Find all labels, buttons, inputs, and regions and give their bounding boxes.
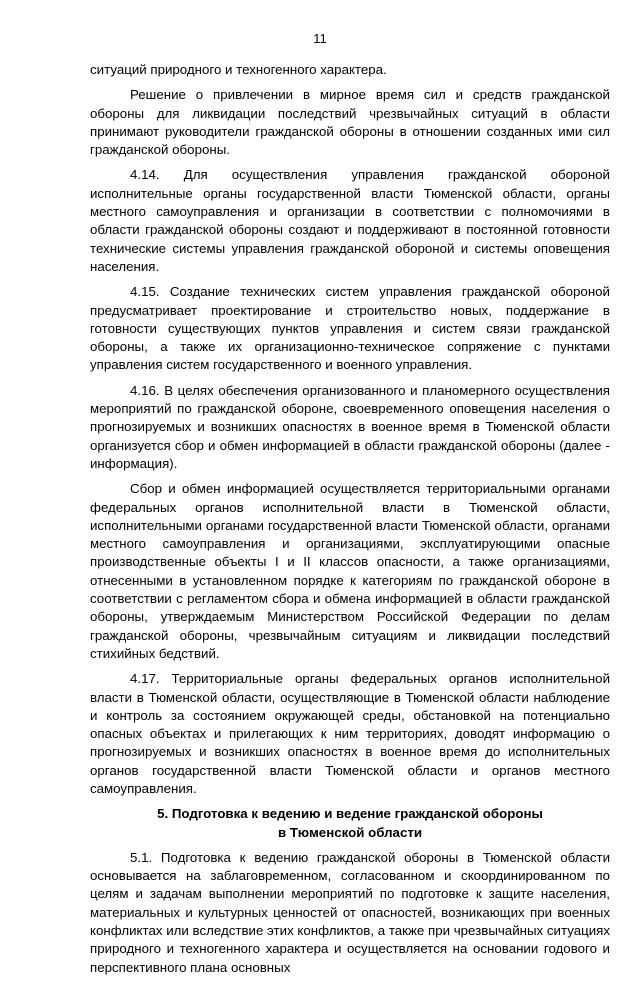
paragraph-4-14: 4.14. Для осуществления управления гражданской обороной исполнительные органы государственной власти Тюменской области, органы местного самоуправления и организации в соответствии с полномочиями в области гражданской обороны создают и поддерживают в постоянной готовности технические системы управления гражданской обороной и системы оповещения населения. [90, 167, 610, 274]
paragraph-5-1: 5.1. Подготовка к ведению гражданской обороны в Тюменской области основывается на заблаговременном, согласованном и скоординированном по целям и задачам выполнении мероприятий по подготовке к защите населения, материальных и культурных ценностей от опасностей, возникающих при военных конфликтах или вследствие этих конфликтов, а также при чрезвычайных ситуациях природного и техногенного характера и осуществляется на основании годового и перспективного плана основных [90, 849, 610, 975]
page-number: 11 [313, 31, 327, 46]
section-heading-line-2: в Тюменской области [277, 824, 423, 840]
paragraph-information-exchange: Сбор и обмен информацией осуществляется территориальными органами федеральных органов исполнительной власти в Тюменской области, исполнительными органами государственной власти Тюменской области, органами местного самоуправления и организациями, эксплуатирующими опасные производственные объекты I и II классов опасности, а также организациями, отнесенными в установленном порядке к категориям по гражданской обороне в соответствии с регламентом сбора и обмена информацией в области гражданской обороны, утверждаемым Министерством Российской Федерации по делам гражданской обороны, чрезвычайным ситуациям и ликвидации последствий стихийных бедствий. [90, 481, 610, 661]
paragraph-4-15: 4.15. Создание технических систем управления гражданской обороной предусматривает проектирование и строительство новых, поддержание в готовности существующих пунктов управления и систем связи гражданской обороны, а также их организационно-техническое сопряжение с пунктами управления систем государственного и военного управления. [90, 284, 610, 373]
section-heading-line-1: 5. Подготовка к ведению и ведение гражданской обороны [157, 806, 543, 822]
paragraph-civil-defense-forces: Решение о привлечении в мирное время сил и средств гражданской обороны для ликвидации последствий чрезвычайных ситуаций в области принимают руководители гражданской обороны в отношении созданных ими сил гражданской обороны. [90, 87, 610, 158]
paragraph-continuation: ситуаций природного и техногенного характера. [90, 62, 387, 77]
paragraph-4-17: 4.17. Территориальные органы федеральных органов исполнительной власти в Тюменской области, осуществляющие в Тюменской области наблюдение и контроль за состоянием окружающей среды, обстановкой на потенциально опасных объектах и прилегающих к ним территориях, доводят информацию о прогнозируемых и возникших опасностях в военное время до исполнительных органов государственной власти Тюменской области и органов местного самоуправления. [90, 671, 610, 796]
paragraph-4-16: 4.16. В целях обеспечения организованного и планомерного осуществления мероприятий по гражданской обороне, своевременного оповещения населения о прогнозируемых и возникших опасностях в военное время в Тюменской области организуется сбор и обмен информацией в области гражданской обороны (далее - информация). [90, 382, 610, 471]
document-body [90, 61, 610, 984]
section-5-heading [90, 805, 610, 842]
